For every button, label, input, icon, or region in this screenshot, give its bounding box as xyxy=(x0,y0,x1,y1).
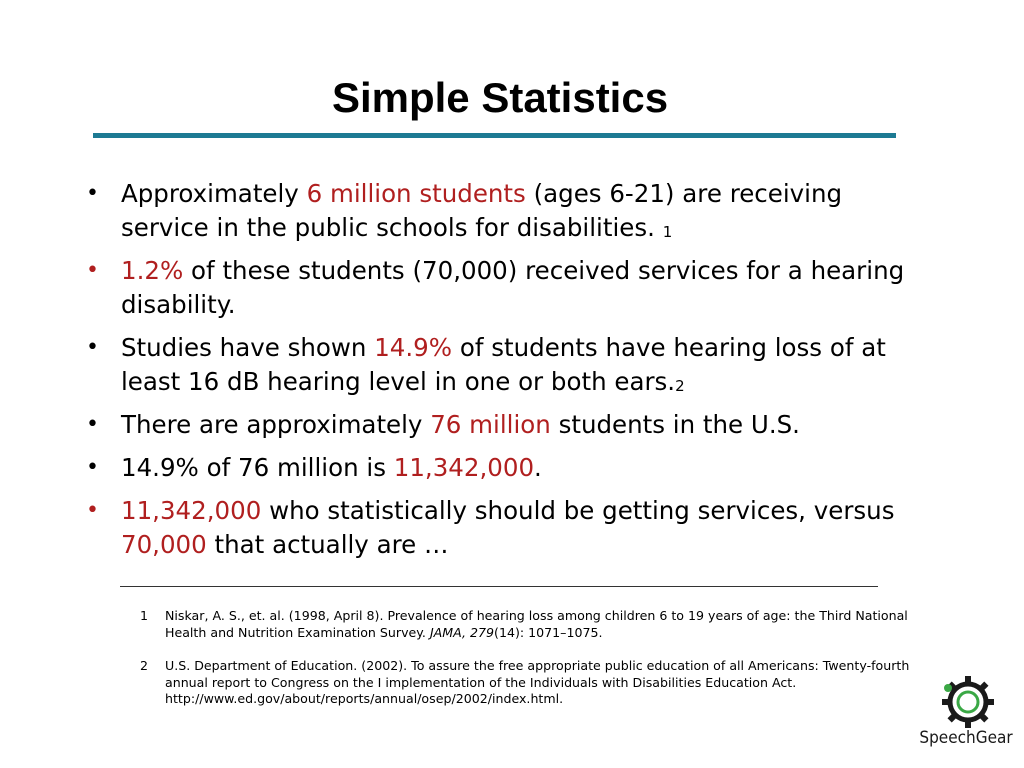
footnote-ref: 1 xyxy=(662,223,673,241)
bullet-text: 14.9% of 76 million is xyxy=(121,453,394,482)
highlighted-text: 76 million xyxy=(430,410,551,439)
title-divider xyxy=(93,133,896,138)
logo-wordmark: SpeechGear xyxy=(919,728,1013,748)
bullet-text: of students have hearing loss of at least 16 dB hearing level in one or both ears. xyxy=(121,333,886,396)
footnote-divider xyxy=(120,586,878,587)
bullet-marker: • xyxy=(86,258,99,283)
highlighted-text: 6 million students xyxy=(306,179,526,208)
bullet-marker: • xyxy=(86,335,99,360)
bullet-text: that actually are … xyxy=(206,530,449,559)
bullet-list xyxy=(86,177,936,571)
gear-icon xyxy=(918,672,1014,732)
footnote-text: (14): 1071–1075. xyxy=(494,624,603,640)
highlighted-text: 11,342,000 xyxy=(121,496,262,525)
bullet-item xyxy=(86,177,936,245)
bullet-text: Approximately xyxy=(121,179,307,208)
footnotes xyxy=(140,608,920,725)
bullet-text: who statistically should be getting services, versus xyxy=(261,496,895,525)
speechgear-logo xyxy=(918,672,1014,762)
footnote-text: JAMA, 279 xyxy=(429,624,495,640)
highlighted-text: 70,000 xyxy=(121,530,207,559)
footnote-text: U.S. Department of Education. (2002). To assure the free appropriate public education of all Americans: Twenty-fourth annual report to Congress on the I implementation of the Individuals with Disabilities Education Act. http://www.ed.gov/about/reports/annual/osep/2002/index.html. xyxy=(165,658,910,706)
bullet-marker: • xyxy=(86,498,99,523)
bullet-item xyxy=(86,408,936,442)
footnote-item xyxy=(140,658,920,708)
bullet-text: (ages 6-21) are receiving service in the public schools for disabilities. xyxy=(121,179,843,242)
bullet-text: Studies have shown xyxy=(121,333,375,362)
bullet-item xyxy=(86,494,936,562)
highlighted-text: 1.2% xyxy=(121,256,184,285)
footnote-number: 1 xyxy=(140,608,149,623)
footnote-item xyxy=(140,608,920,641)
highlighted-text: 14.9% xyxy=(374,333,453,362)
bullet-item xyxy=(86,254,936,322)
footnote-number: 2 xyxy=(140,658,149,673)
bullet-item xyxy=(86,331,936,399)
bullet-text: students in the U.S. xyxy=(550,410,800,439)
footnote-ref: 2 xyxy=(675,377,685,395)
bullet-text: . xyxy=(534,453,542,482)
bullet-text: There are approximately xyxy=(121,410,431,439)
bullet-marker: • xyxy=(86,412,99,437)
bullet-item xyxy=(86,451,936,485)
bullet-text: of these students (70,000) received services for a hearing disability. xyxy=(121,256,905,319)
highlighted-text: 11,342,000 xyxy=(393,453,535,482)
slide-title: Simple Statistics xyxy=(331,74,669,121)
footnote-text: Niskar, A. S., et. al. (1998, April 8). Prevalence of hearing loss among children 6 to 19 years of age: the Third National Health and Nutrition Examination Survey. xyxy=(165,608,908,640)
bullet-marker: • xyxy=(86,181,99,206)
bullet-marker: • xyxy=(86,455,99,480)
